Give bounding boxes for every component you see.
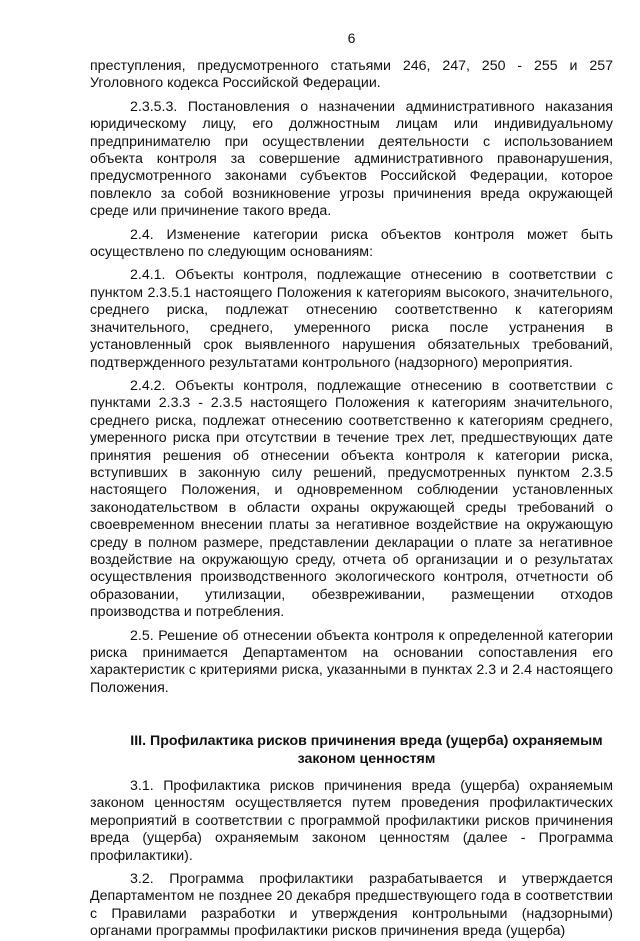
paragraph-2-4-2: 2.4.2. Объекты контроля, подлежащие отнесению в соответствии с пунктами 2.3.3 - 2.3.5 настоящего Положения к категориям значительного, среднего риска, подлежат отнесению соответственно к категориям среднего, умеренного риска при отсутствии в течение трех лет, предшествующих дате принятия решения об отнесении объекта контроля к категории риска, вступивших в законную силу решений, предусмотренных пунктом 2.3.5 настоящего Положения, и одновременном соблюдении установленных законодательством в области охраны окружающей среды требований о своевременном внесении платы за негативное воздействие на окружающую среду в полном размере, представлении декларации о плате за негативное воздействие на окружающую среду, отчета об организации и о результатах осуществления производственного экологического контроля, отчетности об образовании, утилизации, обезвреживании, размещении отходов производства и потребления. (90, 377, 613, 621)
section-heading: III. Профилактика рисков причинения вреда (ущерба) охраняемым законом ценностям (130, 733, 603, 767)
paragraph-3-2: 3.2. Программа профилактики разрабатывается и утверждается Департаментом не позднее 20 декабря предшествующего года в соответствии с Правилами разработки и утверждения контрольными (надзорными) органами программы профилактики рисков причинения вреда (ущерба) (90, 871, 613, 940)
paragraph-3-1: 3.1. Профилактика рисков причинения вреда (ущерба) охраняемым законом ценностям осуществляется путем проведения профилактических мероприятий в соответствии с программой профилактики рисков причинения вреда (ущерба) охраняемым законом ценностям (далее - Программа профилактики). (90, 778, 613, 864)
paragraph-2-4: 2.4. Изменение категории риска объектов контроля может быть осуществлено по следующим основаниям: (90, 226, 613, 261)
paragraph-continuation: преступления, предусмотренного статьями 246, 247, 250 - 255 и 257 Уголовного кодекса Российской Федерации. (90, 58, 613, 92)
page-number: 6 (347, 30, 356, 46)
paragraph-2-5: 2.5. Решение об отнесении объекта контроля к определенной категории риска принимается Департаментом на основании сопоставления его характеристик с критериями риска, указанными в пунктах 2.3 и 2.4 настоящего Положения. (90, 627, 613, 696)
paragraph-2-3-5-3: 2.3.5.3. Постановления о назначении административного наказания юридическому лицу, его должностным лицам или индивидуальному предпринимателю при осуществлении деятельности с использованием объекта контроля за совершение административного правонарушения, предусмотренного законами субъектов Российской Федерации, которое повлекло за собой возникновение угрозы причинения вреда окружающей среде или причинение такого вреда. (90, 98, 613, 220)
paragraph-2-4-1: 2.4.1. Объекты контроля, подлежащие отнесению в соответствии с пунктом 2.3.5.1 настоящего Положения к категориям высокого, значительного, среднего риска, подлежат отнесению соответственно к категориям значительного, среднего, умеренного риска после устранения в установленный срок выявленного нарушения обязательных требований, подтвержденного результатами контрольного (надзорного) мероприятия. (90, 267, 613, 371)
